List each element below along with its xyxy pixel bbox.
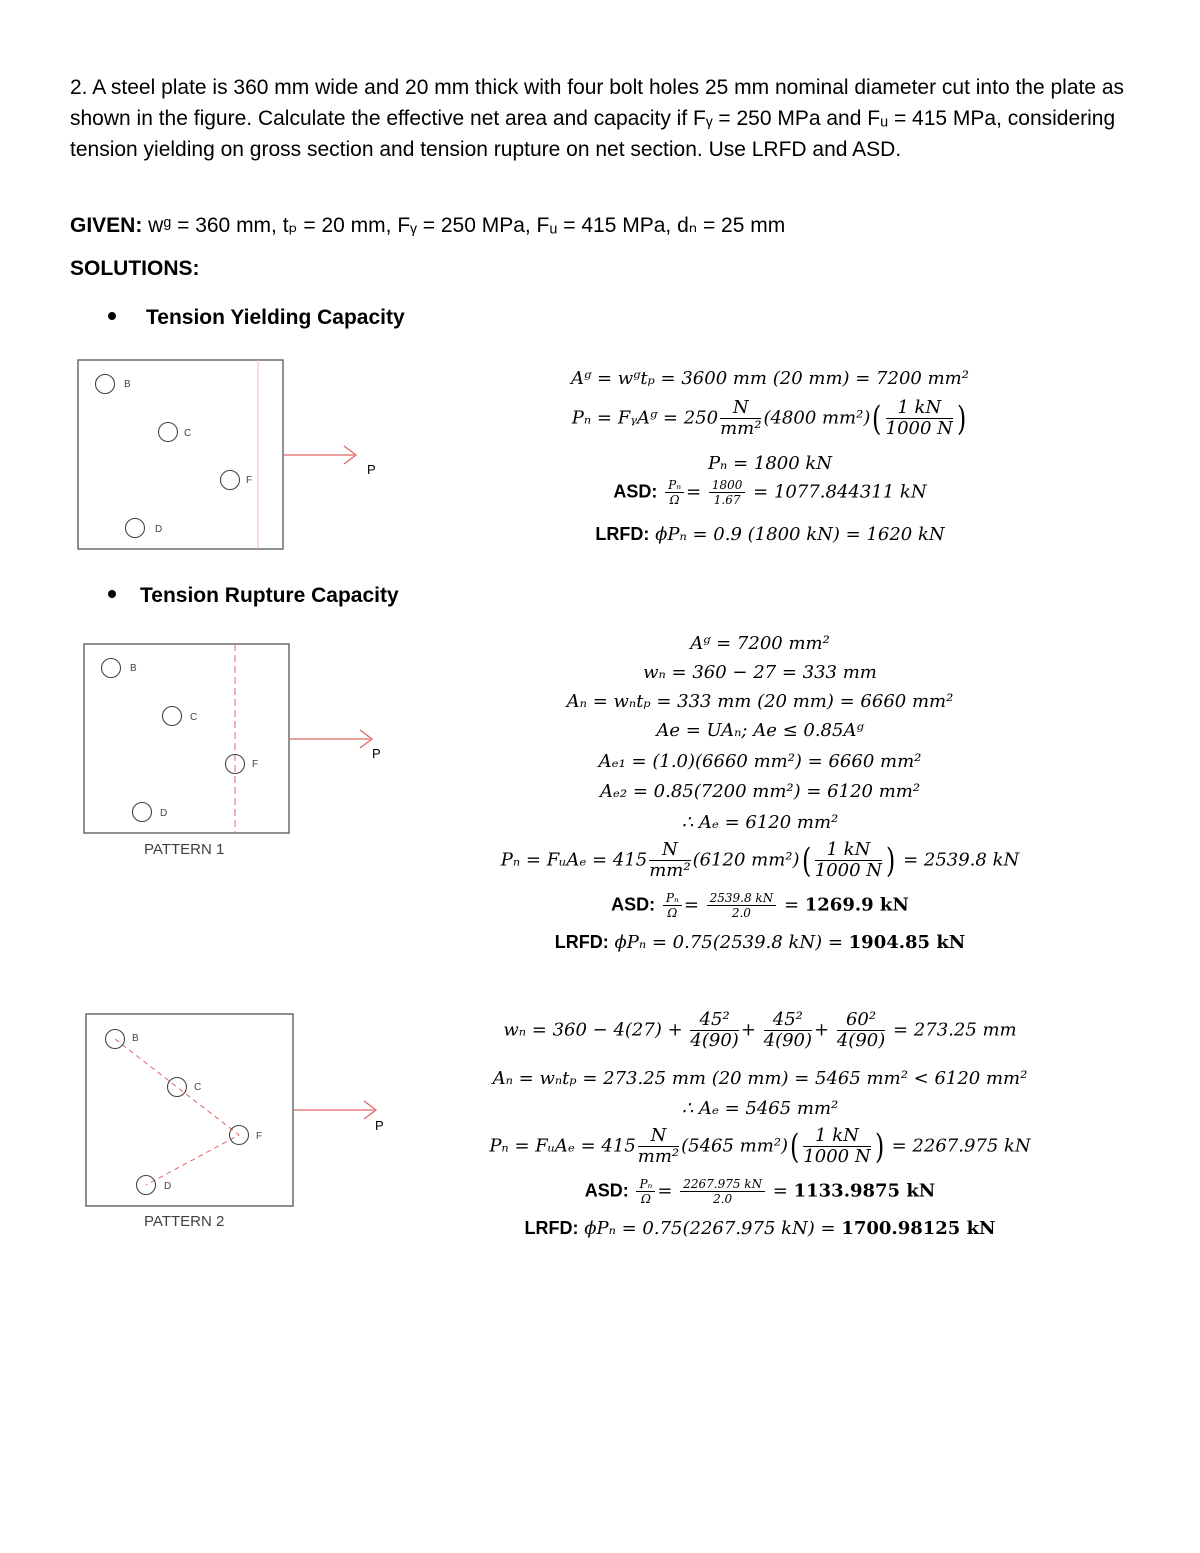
pattern1-figure bbox=[82, 642, 392, 837]
yielding-plate-figure bbox=[76, 358, 386, 553]
lrfd-label: LRFD: bbox=[595, 524, 650, 544]
solutions-label: SOLUTIONS: bbox=[70, 257, 200, 280]
lrfd-label: LRFD: bbox=[524, 1218, 579, 1238]
hole-label-c: C bbox=[194, 1082, 202, 1093]
lrfd-final-value: 1700.98125 kN bbox=[841, 1218, 996, 1239]
eq-mid: (4800 mm²) bbox=[763, 407, 871, 429]
yield-eq-pn: Pₙ = 1800 kN bbox=[707, 453, 833, 474]
pattern2-figure bbox=[84, 1012, 394, 1210]
given-label: GIVEN: bbox=[70, 214, 143, 237]
load-label: P bbox=[375, 1118, 384, 1133]
pattern2-caption: PATTERN 2 bbox=[144, 1213, 225, 1230]
eq-conversion: $\frac{1 kN}{1000 N}$ bbox=[885, 397, 953, 439]
p1-eq-ae: ∴ Aₑ = 6120 mm² bbox=[681, 812, 839, 833]
asd-label: ASD: bbox=[611, 894, 656, 915]
eq-lhs: Pₙ = FᵧAᵍ = 250 bbox=[571, 407, 719, 429]
hole-label-d: D bbox=[155, 524, 163, 535]
lrfd-expr: ϕPₙ = 0.9 (1800 kN) = 1620 kN bbox=[655, 524, 945, 545]
hole-label-c: C bbox=[190, 712, 198, 723]
p1-eq-an: Aₙ = wₙtₚ = 333 mm (20 mm) = 6660 mm² bbox=[566, 691, 954, 712]
p2-eq-wn: wₙ = 360 − 4(27) + $\frac{\text{45²}}{4(90)}$ + $\frac{\text{45²}}{4(90)}$ + $\frac{\text{60²}}{4(90)}$ = 273.25 mm bbox=[503, 1009, 1017, 1051]
plate-outline bbox=[84, 644, 289, 833]
yielding-heading bbox=[108, 306, 405, 330]
yield-asd: ASD: $\frac{\text{Pₙ}}{\Omega}$ = $\frac{1800}{1.67}$ = 1077.844311 kN bbox=[613, 478, 927, 507]
lrfd-final-value: 1904.85 kN bbox=[848, 932, 966, 953]
p2-asd: ASD: $\frac{\text{Pₙ}}{\Omega}$ = $\frac{2267.975 kN}{2.0}$ = 1133.9875 kN bbox=[584, 1177, 936, 1206]
hole-label-d: D bbox=[164, 1181, 172, 1192]
p2-eq-ae: ∴ Aₑ = 5465 mm² bbox=[681, 1098, 839, 1119]
hole-label-f: F bbox=[256, 1131, 263, 1142]
hole-label-d: D bbox=[160, 808, 168, 819]
problem-statement: 2. A steel plate is 360 mm wide and 20 mm thick with four bolt holes 25 mm nominal diameter cut into the plate as shown in the figure. Calculate the effective net area and capacity if Fᵧ = 250 MPa and Fᵤ = 415 MPa, considering tension yielding on gross section and tension rupture on net section. Use LRFD and ASD. bbox=[70, 76, 1125, 161]
bullet-dot bbox=[108, 590, 116, 598]
asd-final-value: 1133.9875 kN bbox=[793, 1180, 936, 1202]
asd-final-value: 1269.9 kN bbox=[804, 894, 909, 916]
p1-eq-wn: wₙ = 360 − 27 = 333 mm bbox=[643, 662, 877, 683]
p1-lrfd: LRFD: ϕPₙ = 0.75(2539.8 kN) = 1904.85 kN bbox=[554, 932, 966, 953]
hole-label-b: B bbox=[132, 1033, 139, 1044]
load-label: P bbox=[372, 746, 381, 761]
asd-label: ASD: bbox=[584, 1180, 629, 1201]
eq-fraction: $\frac{N}{\text{mm²}}$ bbox=[720, 397, 762, 439]
rupture-heading bbox=[108, 584, 399, 608]
given-line bbox=[70, 212, 785, 240]
asd-label: ASD: bbox=[613, 481, 658, 502]
plate-outline bbox=[86, 1014, 293, 1206]
rupture-title: Tension Rupture Capacity bbox=[140, 584, 399, 607]
hole-label-f: F bbox=[252, 759, 259, 770]
yield-eq-nominal: Pₙ = FᵧAᵍ = 250 $\frac{N}{\text{mm²}}$ (4800 mm²)( $\frac{1 kN}{1000 N}$ ) bbox=[571, 397, 967, 439]
given-values: wᵍ = 360 mm, tₚ = 20 mm, Fᵧ = 250 MPa, Fᵤ = 415 MPa, dₙ = 25 mm bbox=[142, 214, 786, 237]
p1-eq-pn: Pₙ = FᵤAₑ = 415 $\frac{N}{\text{mm²}}$ (6120 mm²)( $\frac{1 kN}{1000 N}$ ) = 2539.8 kN bbox=[500, 839, 1020, 881]
plate-outline bbox=[78, 360, 283, 549]
hole-label-f: F bbox=[246, 475, 253, 486]
bullet-dot bbox=[108, 312, 116, 320]
p1-eq-ae1: Aₑ₁ = (1.0)(6660 mm²) = 6660 mm² bbox=[598, 751, 922, 772]
hole-label-b: B bbox=[124, 379, 131, 390]
p1-eq-ae-def: Ae = UAₙ; Ae ≤ 0.85Aᵍ bbox=[656, 720, 864, 741]
lrfd-label: LRFD: bbox=[554, 932, 609, 952]
load-label: P bbox=[367, 462, 376, 477]
asd-result: = 1077.844311 kN bbox=[753, 481, 927, 503]
p2-lrfd: LRFD: ϕPₙ = 0.75(2267.975 kN) = 1700.98125 kN bbox=[524, 1218, 996, 1239]
p2-eq-pn: Pₙ = FᵤAₑ = 415 $\frac{N}{\text{mm²}}$ (5465 mm²)( $\frac{1 kN}{1000 N}$ ) = 2267.975 kN bbox=[489, 1125, 1031, 1167]
p1-eq-ae2: Aₑ₂ = 0.85(7200 mm²) = 6120 mm² bbox=[599, 781, 921, 802]
yielding-title: Tension Yielding Capacity bbox=[146, 306, 405, 329]
yield-lrfd bbox=[480, 521, 1060, 548]
p1-asd: ASD: $\frac{\text{Pₙ}}{\Omega}$ = $\frac{2539.8 kN}{2.0}$ = 1269.9 kN bbox=[611, 891, 909, 920]
yield-eq-gross-area: Aᵍ = wᵍtₚ = 3600 mm (20 mm) = 7200 mm² bbox=[571, 368, 969, 389]
hole-label-b: B bbox=[130, 663, 137, 674]
hole-label-c: C bbox=[184, 428, 192, 439]
p1-eq-gross: Aᵍ = 7200 mm² bbox=[690, 633, 830, 654]
p2-eq-an: Aₙ = wₙtₚ = 273.25 mm (20 mm) = 5465 mm² < 6120 mm² bbox=[492, 1068, 1028, 1089]
pattern1-caption: PATTERN 1 bbox=[144, 841, 225, 858]
